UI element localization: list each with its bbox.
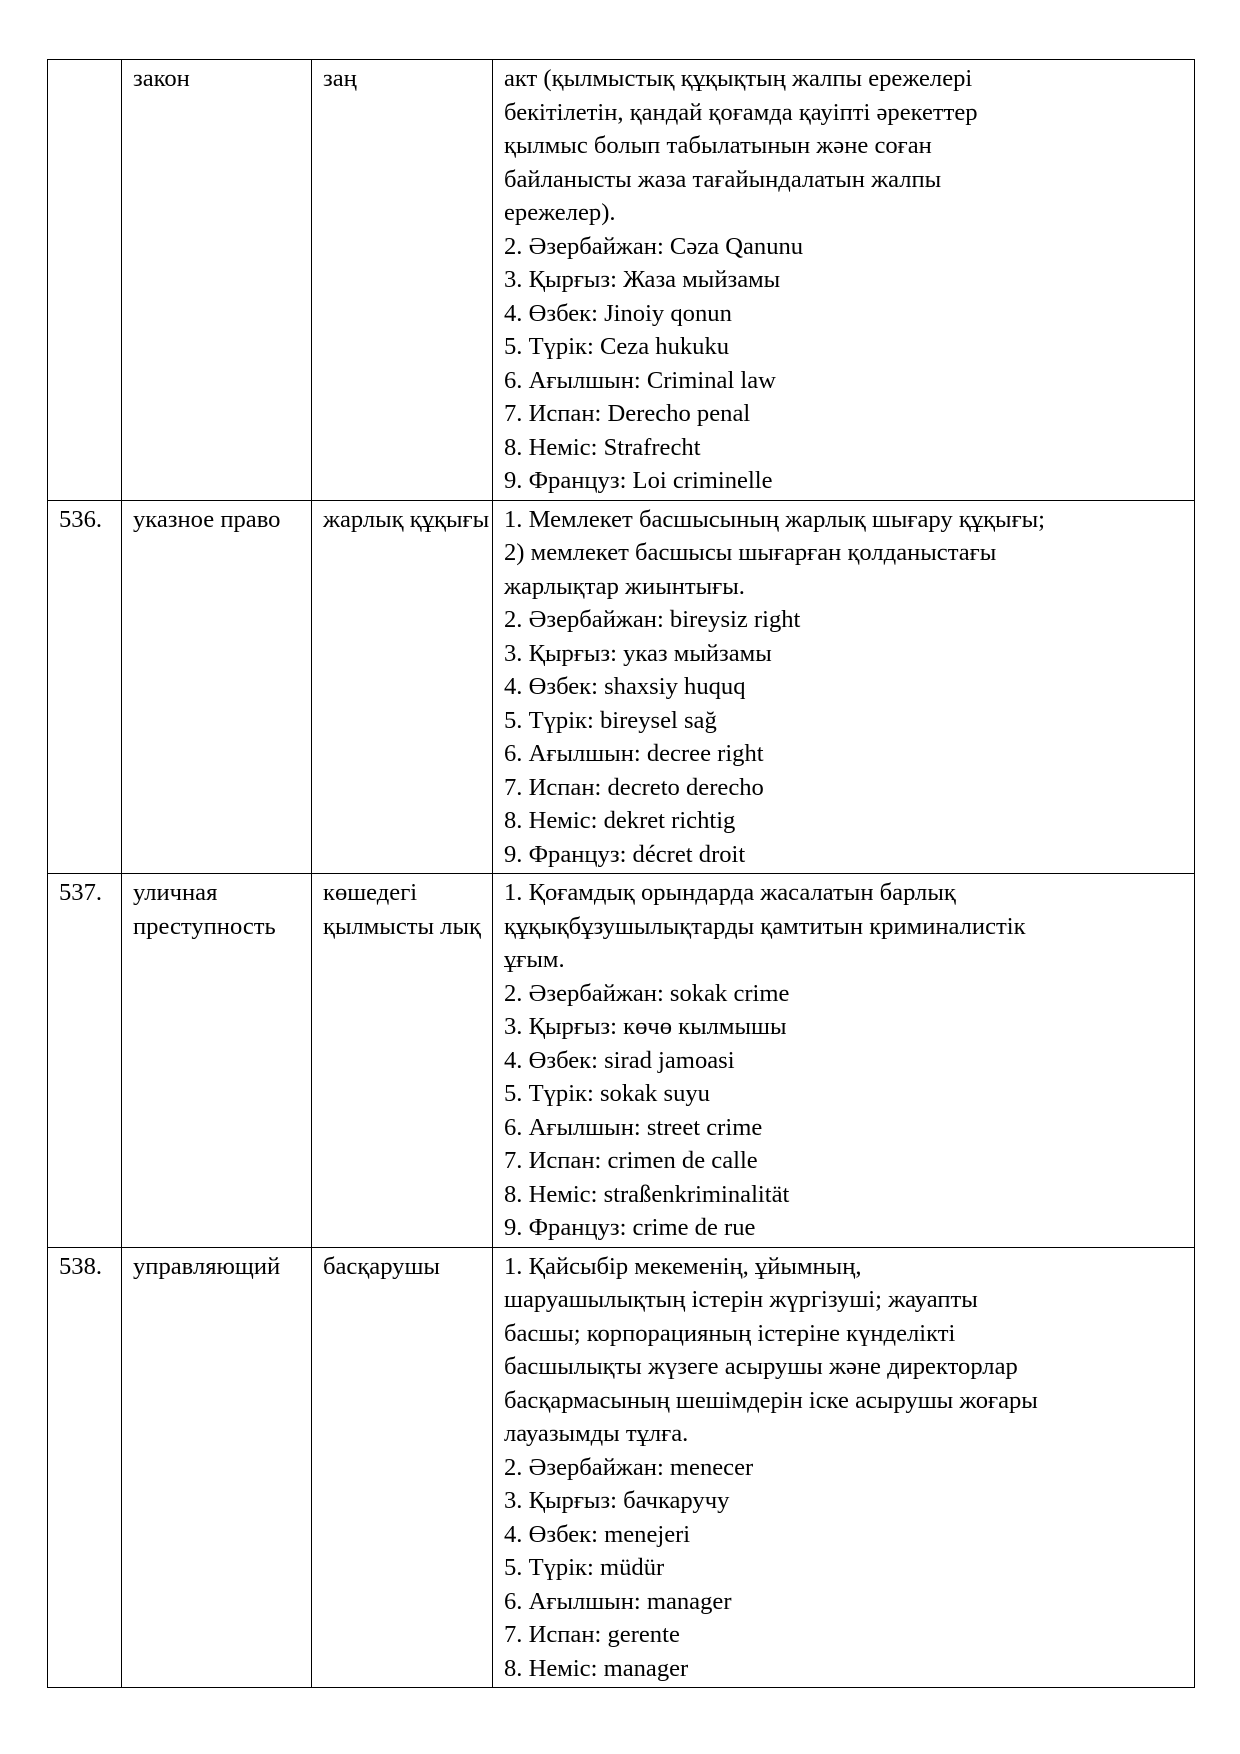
kazakh-term: жарлық құқығы xyxy=(312,500,493,874)
definition-line: қылмыс болып табылатынын және соған xyxy=(504,132,932,159)
definition-line: басшы; корпорацияның істеріне күнделікті xyxy=(504,1319,956,1347)
definition-cell xyxy=(493,874,1195,1248)
definition-line: шаруашылықтың істерін жүргізуші; жауапты xyxy=(504,1286,978,1313)
russian-term: указное право xyxy=(122,500,312,874)
entry-number: 536. xyxy=(48,500,122,874)
entry-number: 538. xyxy=(48,1247,122,1688)
definition-line: ережелер). xyxy=(504,199,616,226)
translation-line: 4. Өзбек: Jinoiy qonun xyxy=(504,299,732,327)
translation-line: 3. Қырғыз: көчө кылмышы xyxy=(504,1013,787,1040)
translation-line: 8. Неміс: straßenkriminalität xyxy=(504,1180,790,1208)
definition-line: байланысты жаза тағайындалатын жалпы xyxy=(504,165,942,193)
translation-line: 8. Неміс: Strafrecht xyxy=(504,433,701,461)
translation-line: 2. Әзербайжан: Cəza Qanunu xyxy=(504,232,804,260)
glossary-table xyxy=(47,59,1195,1688)
translation-line: 3. Қырғыз: Жаза мыйзамы xyxy=(504,266,781,293)
translation-line: 3. Қырғыз: бачкаручу xyxy=(504,1487,730,1514)
translation-line: 6. Ағылшын: decree right xyxy=(504,740,764,767)
definition-line: акт (қылмыстық құқықтың жалпы ережелері xyxy=(504,65,973,92)
translation-line: 5. Түрік: sokak suyu xyxy=(504,1080,710,1107)
table-row xyxy=(48,60,1195,501)
russian-term: уличная преступность xyxy=(122,874,312,1248)
kazakh-term: заң xyxy=(312,60,493,501)
translation-line: 9. Француз: décret droit xyxy=(504,840,746,868)
entry-number: 537. xyxy=(48,874,122,1248)
kazakh-term: көшедегі қылмысты лық xyxy=(312,874,493,1248)
definition-line: жарлықтар жиынтығы. xyxy=(504,572,745,600)
table-row xyxy=(48,874,1195,1248)
definition-line: бекітілетін, қандай қоғамда қауіпті әрекеттер xyxy=(504,98,978,126)
table-row xyxy=(48,1247,1195,1688)
translation-line: 6. Ағылшын: Criminal law xyxy=(504,366,776,394)
translation-line: 4. Өзбек: sirad jamoasi xyxy=(504,1046,735,1074)
definition-line: лауазымды тұлға. xyxy=(504,1420,689,1447)
definition-line: 2) мемлекет басшысы шығарған қолданыстағы xyxy=(504,539,997,566)
definition-line: басшылықты жүзеге асырушы және директорлар xyxy=(504,1353,1018,1380)
definition-line: ұғым. xyxy=(504,946,565,973)
russian-term: закон xyxy=(122,60,312,501)
definition-line: басқармасының шешімдерін іске асырушы жоғары xyxy=(504,1386,1038,1414)
translation-line: 7. Испан: crimen de calle xyxy=(504,1147,758,1174)
translation-line: 9. Француз: crime de rue xyxy=(504,1214,756,1241)
table-row xyxy=(48,500,1195,874)
translation-line: 3. Қырғыз: указ мыйзамы xyxy=(504,639,772,667)
translation-line: 5. Түрік: Ceza hukuku xyxy=(504,333,730,360)
translation-line: 4. Өзбек: menejeri xyxy=(504,1520,691,1548)
translation-line: 7. Испан: decreto derecho xyxy=(504,773,764,801)
russian-term: управляющий xyxy=(122,1247,312,1688)
translation-line: 8. Неміс: manager xyxy=(504,1654,689,1682)
translation-line: 6. Ағылшын: manager xyxy=(504,1587,732,1615)
translation-line: 5. Түрік: bireysel sağ xyxy=(504,706,717,734)
entry-number xyxy=(48,60,122,501)
kazakh-term: басқарушы xyxy=(312,1247,493,1688)
translation-line: 2. Әзербайжан: menecer xyxy=(504,1453,754,1481)
translation-line: 7. Испан: gerente xyxy=(504,1621,680,1648)
definition-cell xyxy=(493,1247,1195,1688)
translation-line: 8. Неміс: dekret richtig xyxy=(504,807,736,834)
translation-line: 6. Ағылшын: street crime xyxy=(504,1113,763,1141)
translation-line: 5. Түрік: müdür xyxy=(504,1554,665,1581)
translation-line: 4. Өзбек: shaxsiy huquq xyxy=(504,673,746,700)
translation-line: 9. Француз: Loi criminelle xyxy=(504,467,773,494)
translation-line: 2. Әзербайжан: bireysiz right xyxy=(504,606,801,633)
definition-line: 1. Мемлекет басшысының жарлық шығару құқығы; xyxy=(504,505,1046,533)
definition-line: құқықбұзушылықтарды қамтитын криминалистік xyxy=(504,912,1026,940)
translation-line: 2. Әзербайжан: sokak crime xyxy=(504,979,790,1007)
definition-cell xyxy=(493,500,1195,874)
definition-cell xyxy=(493,60,1195,501)
translation-line: 7. Испан: Derecho penal xyxy=(504,400,751,427)
definition-line: 1. Қайсыбір мекеменің, ұйымның, xyxy=(504,1252,862,1280)
definition-line: 1. Қоғамдық орындарда жасалатын барлық xyxy=(504,879,956,906)
